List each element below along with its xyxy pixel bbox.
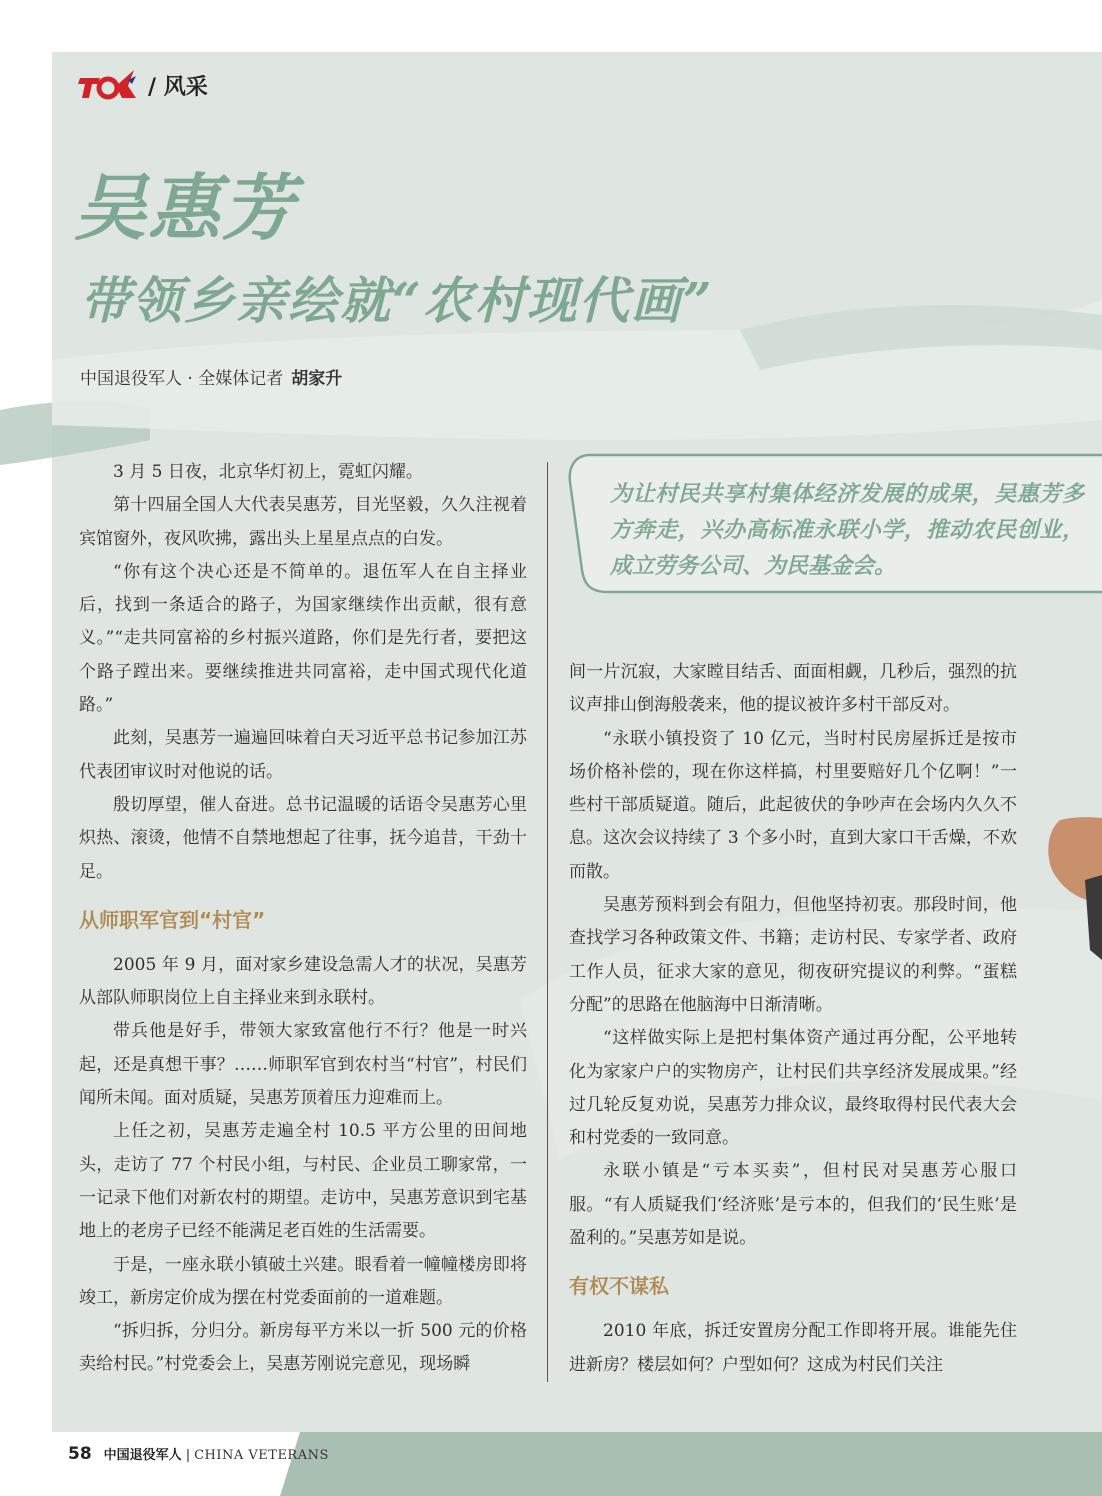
paragraph: 带兵他是好手，带领大家致富他行不行？他是一时兴起，还是真想干事？……师职军官到农村当“村官”，村民们闻所未闻。面对质疑，吴惠芳顶着压力迎难而上。 xyxy=(79,1021,527,1109)
paragraph: “永联小镇投资了 10 亿元，当时村民房屋拆迁是按市场价格补偿的，现在你这样搞，村里要赔好几个亿啊！”一些村干部质疑道。随后，此起彼伏的争吵声在会场内久久不息。这次会议持续了 3 个多小时，直到大家口干舌燥，不欢而散。 xyxy=(569,728,1017,882)
paragraph: 殷切厚望，催人奋进。总书记温暖的话语令吴惠芳心里炽热、滚烫，他情不自禁地想起了往事，抚今追昔，干劲十足。 xyxy=(79,794,527,882)
column-divider xyxy=(547,462,548,1382)
paragraph: 3 月 5 日夜，北京华灯初上，霓虹闪耀。 xyxy=(113,462,423,482)
magazine-name: 中国退役军人 xyxy=(103,1448,182,1463)
magazine-name-en: CHINA VETERANS xyxy=(194,1448,329,1463)
byline-author: 胡家升 xyxy=(291,369,343,389)
article-title: 吴惠芳 xyxy=(74,165,297,250)
section-header xyxy=(78,68,208,102)
pull-quote: 为让村民共享村集体经济发展的成果，吴惠芳多方奔走，兴办高标准永联小学，推动农民创业，成立劳务公司、为民基金会。 xyxy=(610,481,1084,579)
paragraph: 2010 年底，拆迁安置房分配工作即将开展。谁能先住进新房？楼层如何？户型如何？这成为村民们关注 xyxy=(569,1321,1017,1375)
paragraph: 间一片沉寂，大家瞠目结舌、面面相觑，几秒后，强烈的抗议声排山倒海般袭来，他的提议被许多村干部反对。 xyxy=(569,662,1017,716)
paragraph: 吴惠芳预料到会有阻力，但他坚持初衷。那段时间，他查找学习各种政策文件、书籍；走访村民、专家学者、政府工作人员，征求大家的意见，彻夜研究提议的利弊。“蛋糕分配”的思路在他脑海中日渐清晰。 xyxy=(569,895,1017,1015)
section-heading: 有权不谋私 xyxy=(569,1274,669,1299)
page-number: 58 xyxy=(68,1444,92,1464)
paragraph: 上任之初，吴惠芳走遍全村 10.5 平方公里的田间地头，走访了 77 个村民小组，与村民、企业员工聊家常，一一记录下他们对新农村的期望。走访中，吴惠芳意识到宅基地上的老房子已经不能满足老百姓的生活需要。 xyxy=(79,1121,527,1242)
right-column xyxy=(569,656,1017,1382)
magazine-logo-icon xyxy=(78,68,138,102)
paragraph: “这样做实际上是把村集体资产通过再分配，公平地转化为家家户户的实物房产，让村民们共享经济发展成果。”经过几轮反复劝说，吴惠芳力排众议，最终取得村民代表大会和村党委的一致同意。 xyxy=(569,1028,1017,1149)
byline-prefix: 中国退役军人 · 全媒体记者 xyxy=(80,369,284,389)
paragraph: 永联小镇是“亏本买卖”，但村民对吴惠芳心服口服。“有人质疑我们‘经济账’是亏本的，但我们的‘民生账’是盈利的。”吴惠芳如是说。 xyxy=(569,1161,1017,1249)
section-label: / 风采 xyxy=(148,73,208,100)
paragraph: “你有这个决心还是不简单的。退伍军人在自主择业后，找到一条适合的路子，为国家继续作出贡献，很有意义。”“走共同富裕的乡村振兴道路，你们是先行者，要把这个路子蹚出来。要继续推进共同富裕，走中国式现代化道路。” xyxy=(79,561,527,716)
section-heading: 从师职军官到“村官” xyxy=(79,907,266,932)
paragraph: 第十四届全国人大代表吴惠芳，目光坚毅，久久注视着宾馆窗外，夜风吹拂，露出头上星星点点的白发。 xyxy=(79,495,527,549)
paragraph: 于是，一座永联小镇破土兴建。眼看着一幢幢楼房即将竣工，新房定价成为摆在村党委面前的一道难题。 xyxy=(79,1254,527,1308)
page-footer xyxy=(68,1444,329,1464)
paragraph: 此刻，吴惠芳一遍遍回味着白天习近平总书记参加江苏代表团审议时对他说的话。 xyxy=(79,728,527,782)
byline xyxy=(80,364,342,389)
footer-separator: | xyxy=(185,1448,191,1463)
paragraph: 2005 年 9 月，面对家乡建设急需人才的状况，吴惠芳从部队师职岗位上自主择业来到永联村。 xyxy=(79,954,527,1009)
article-subtitle: 带领乡亲绘就“农村现代画” xyxy=(80,271,714,330)
paragraph: “拆归拆，分归分。新房每平方米以一折 500 元的价格卖给村民。”村党委会上，吴惠芳刚说完意见，现场瞬 xyxy=(79,1321,527,1375)
left-column xyxy=(79,456,527,1382)
